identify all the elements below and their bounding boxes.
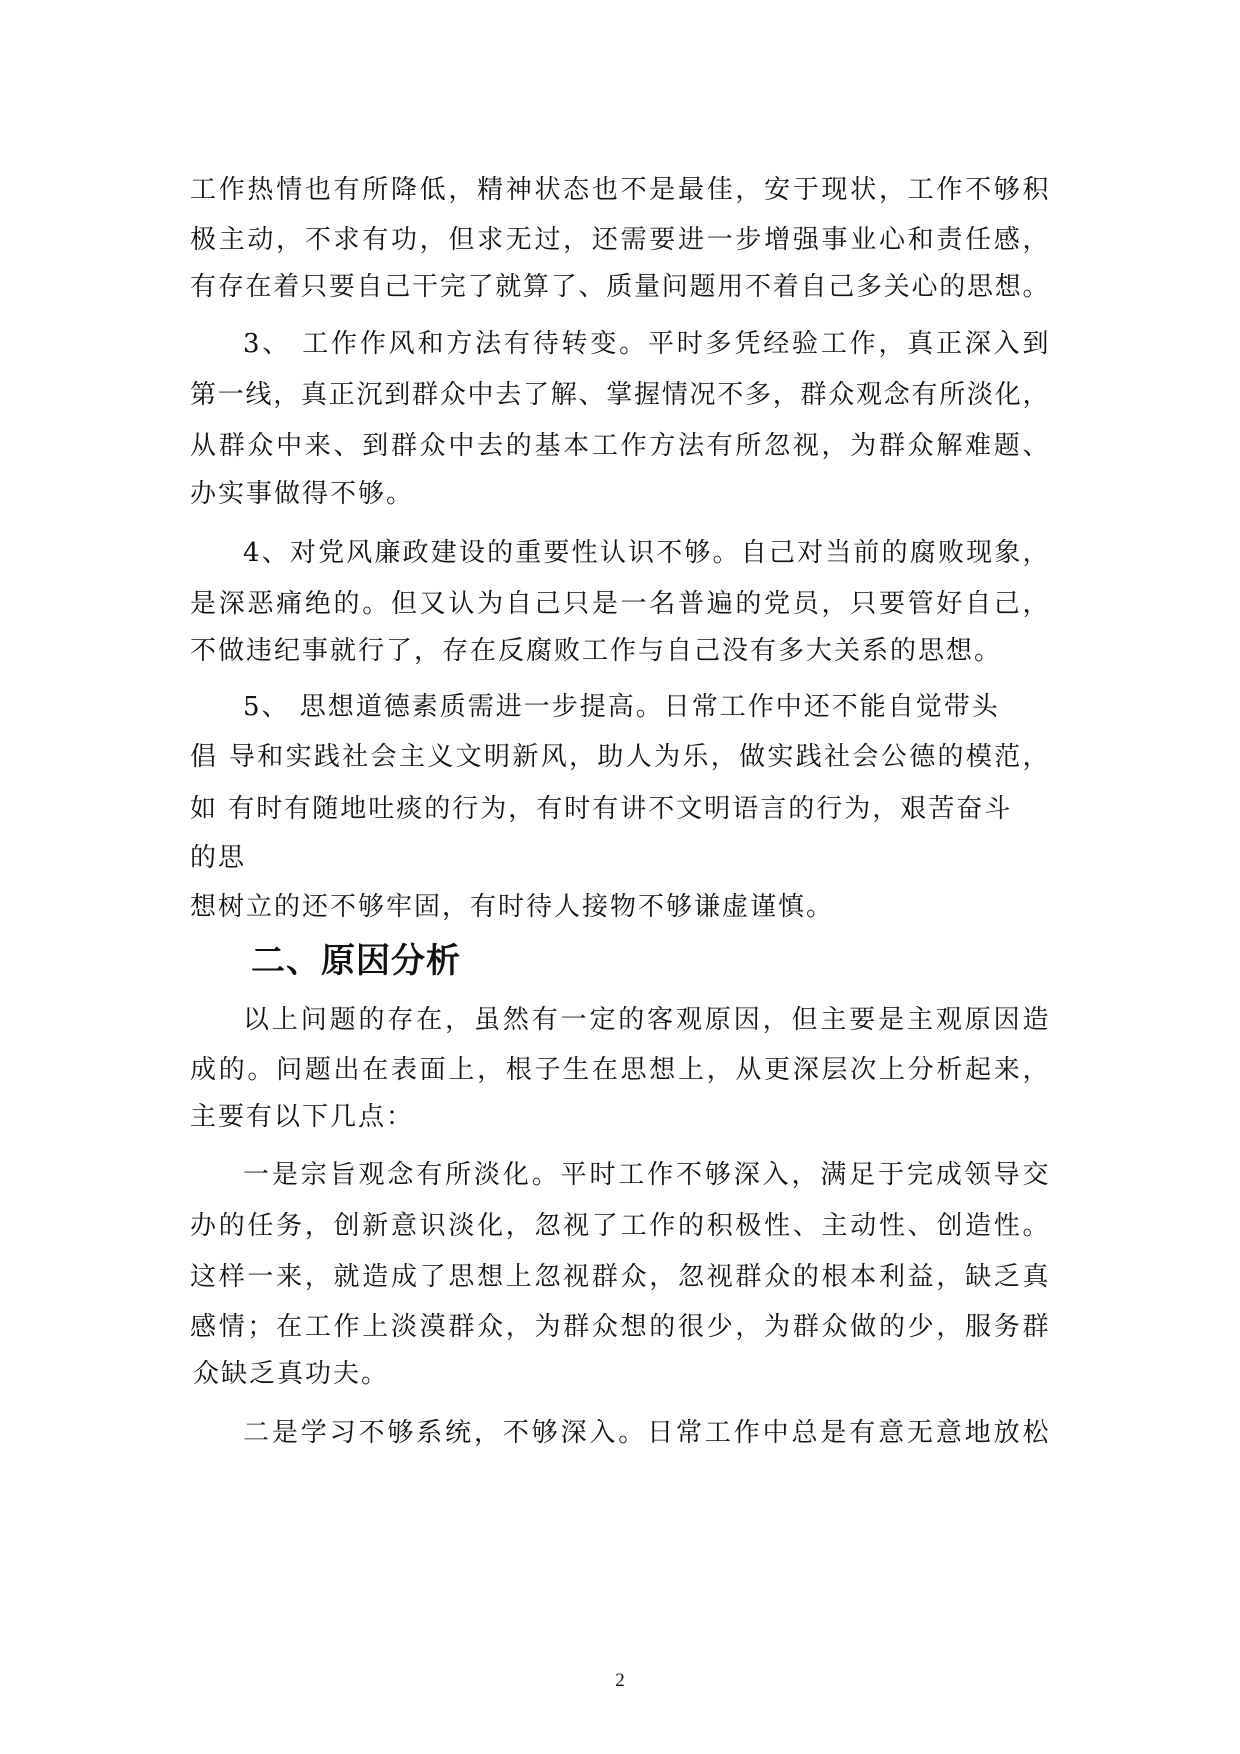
body-text-line: 工作热情也有所降低，精神状态也不是最佳，安于现状，工作不够积 <box>190 175 1050 205</box>
section-heading: 二、原因分析 <box>251 941 461 981</box>
body-text-line: 这样一来，就造成了思想上忽视群众，忽视群众的根本利益，缺乏真 <box>190 1262 1050 1292</box>
body-text-line: 有存在着只要自己干完了就算了、质量问题用不着自己多关心的思想。 <box>190 272 1050 302</box>
body-text-line: 第一线，真正沉到群众中去了解、掌握情况不多，群众观念有所淡化， <box>190 380 1050 410</box>
body-text-line: 想树立的还不够牢固，有时待人接物不够谦虚谨慎。 <box>190 892 835 922</box>
page-number: 2 <box>615 1670 625 1691</box>
body-text-line: 的思 <box>190 843 247 873</box>
body-text-line: 如 有时有随地吐痰的行为，有时有讲不文明语言的行为，艰苦奋斗 <box>190 794 1013 824</box>
body-text-line: 办的任务，创新意识淡化，忽视了工作的积极性、主动性、创造性。 <box>190 1211 1050 1241</box>
body-text-line: 二是学习不够系统，不够深入。日常工作中总是有意无意地放松 <box>243 1418 1050 1448</box>
body-text-line: 极主动，不求有功，但求无过，还需要进一步增强事业心和责任感， <box>190 225 1050 255</box>
body-text-line: 众缺乏真功夫。 <box>193 1359 390 1389</box>
body-text-line: 倡 导和实践社会主义文明新风，助人为乐，做实践社会公德的模范， <box>190 742 1050 772</box>
body-text-line: 办实事做得不够。 <box>190 479 415 509</box>
body-text-line: 是深恶痛绝的。但又认为自己只是一名普遍的党员，只要管好自己， <box>190 589 1050 619</box>
body-text-line: 成的。问题出在表面上，根子生在思想上，从更深层次上分析起来， <box>190 1055 1050 1085</box>
body-text-line: 感情；在工作上淡漠群众，为群众想的很少，为群众做的少，服务群 <box>190 1312 1050 1342</box>
body-text-line: 4、对党风廉政建设的重要性认识不够。自己对当前的腐败现象， <box>243 538 1050 568</box>
body-text-line: 5、 思想道德素质需进一步提高。日常工作中还不能自觉带头 <box>243 692 1000 722</box>
body-text-line: 一是宗旨观念有所淡化。平时工作不够深入，满足于完成领导交 <box>243 1160 1050 1190</box>
body-text-line: 不做违纪事就行了，存在反腐败工作与自己没有多大关系的思想。 <box>190 636 1003 666</box>
body-text-line: 以上问题的存在，虽然有一定的客观原因，但主要是主观原因造 <box>243 1005 1050 1035</box>
body-text-line: 主要有以下几点： <box>190 1102 415 1132</box>
body-text-line: 3、 工作作风和方法有待转变。平时多凭经验工作，真正深入到 <box>243 329 1050 359</box>
body-text-line: 从群众中来、到群众中去的基本工作方法有所忽视，为群众解难题、 <box>190 431 1050 461</box>
